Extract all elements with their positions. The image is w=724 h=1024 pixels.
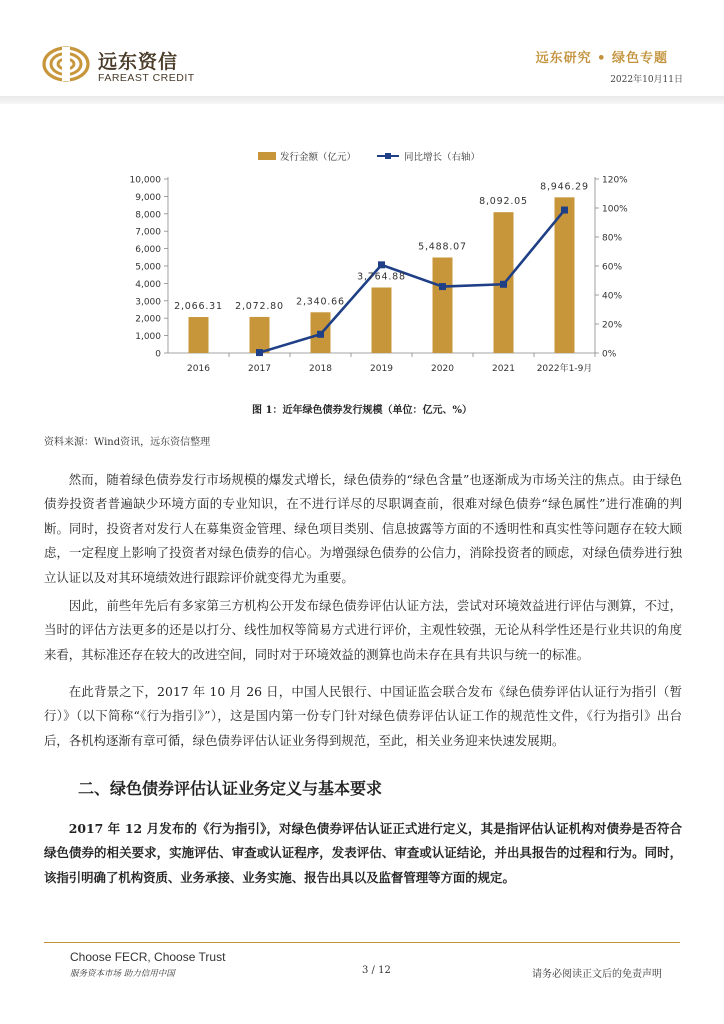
y-right-tick-label: 20% bbox=[602, 320, 623, 331]
y-left-tick-label: 7,000 bbox=[135, 227, 161, 238]
issuance-bar bbox=[189, 317, 209, 353]
x-tick-label: 2020 bbox=[431, 364, 454, 374]
y-right-tick-label: 40% bbox=[602, 291, 623, 302]
report-date: 2022年10月11日 bbox=[610, 75, 683, 85]
bar-value-label: 3,764.88 bbox=[357, 271, 406, 283]
header-divider bbox=[0, 96, 724, 104]
y-left-tick-label: 8,000 bbox=[135, 210, 161, 221]
y-left-tick-label: 6,000 bbox=[135, 245, 161, 256]
yoy-growth-point bbox=[561, 207, 568, 214]
legend-bar-label: 发行金额（亿元） bbox=[280, 152, 357, 163]
bar-value-label: 2,066.31 bbox=[174, 301, 223, 313]
yoy-growth-point bbox=[439, 283, 446, 290]
y-right-tick-label: 60% bbox=[602, 262, 623, 273]
paragraph-4: 2017 年 12 月发布的《行为指引》，对绿色债券评估认证正式进行定义，其是指评估认证机构对债券是否符合绿色债券的相关要求，实施评估、审查或认证程序，发表评估、审查或认证结论，并出具报告的过程和行为。同时，该指引明确了机构资质、业务承接、业务实施、报告出具以及监督管理等方面的规定。 bbox=[44, 821, 682, 885]
legend-line-label: 同比增长（右轴） bbox=[404, 152, 481, 163]
bar-value-label: 8,092.05 bbox=[479, 196, 528, 208]
section-heading: 二、绿色债券评估认证业务定义与基本要求 bbox=[78, 779, 383, 798]
y-right-tick-label: 120% bbox=[602, 175, 628, 186]
issuance-bar bbox=[555, 197, 575, 353]
yoy-growth-line bbox=[260, 210, 565, 353]
figure-caption: 图 1：近年绿色债券发行规模（单位：亿元、%） bbox=[252, 405, 472, 416]
y-left-tick-label: 0 bbox=[155, 349, 161, 360]
report-series-title: 远东研究 • 绿色专题 bbox=[535, 51, 668, 66]
y-left-tick-label: 9,000 bbox=[135, 192, 161, 203]
footer-divider bbox=[44, 942, 680, 943]
issuance-bar bbox=[433, 258, 453, 353]
bar-value-label: 8,946.29 bbox=[540, 181, 589, 193]
y-left-tick-label: 2,000 bbox=[135, 314, 161, 325]
paragraph-3: 在此背景之下，2017 年 10 月 26 日，中国人民银行、中国证监会联合发布《绿色债券评估认证行为指引（暂行）》（以下简称“《行为指引》”），这是国内第一份专门针对绿色债券评估认证工作的规范性文件，《行为指引》出台后，各机构逐渐有章可循，绿色债券评估认证业务得到规范，至此，相关业务迎来快速发展期。 bbox=[44, 684, 682, 748]
bar-value-label: 2,340.66 bbox=[296, 296, 345, 308]
data-source-note: 资料来源：Wind资讯，远东资信整理 bbox=[44, 437, 211, 448]
page-header bbox=[0, 0, 724, 100]
x-tick-label: 2022年1-9月 bbox=[536, 364, 593, 374]
logo-chinese-name: 远东资信 bbox=[98, 51, 179, 73]
y-left-tick-label: 10,000 bbox=[129, 175, 161, 186]
bar-value-label: 2,072.80 bbox=[235, 300, 284, 312]
yoy-growth-point bbox=[256, 349, 263, 356]
green-bond-issuance-chart bbox=[0, 140, 724, 390]
legend-line-marker bbox=[385, 153, 391, 159]
y-right-tick-label: 0% bbox=[602, 349, 617, 360]
yoy-growth-point bbox=[378, 261, 385, 268]
paragraph-2: 因此，前些年先后有多家第三方机构公开发布绿色债券评估认证方法，尝试对环境效益进行评估与测算，不过，当时的评估方法更多的还是以打分、线性加权等简易方式进行评价，主观性较强，无论从科学性还是行业共识的角度来看，其标准还存在较大的改进空间，同时对于环境效益的测算也尚未存在具有共识与统一的标准。 bbox=[44, 598, 682, 662]
footer-slogan-english: Choose FECR, Choose Trust bbox=[70, 950, 226, 964]
y-right-tick-label: 80% bbox=[602, 233, 623, 244]
x-tick-label: 2017 bbox=[248, 364, 271, 374]
issuance-bar bbox=[372, 287, 392, 353]
bar-value-label: 5,488.07 bbox=[418, 241, 467, 253]
issuance-bar bbox=[250, 317, 270, 353]
x-tick-label: 2019 bbox=[370, 364, 393, 374]
y-left-tick-label: 1,000 bbox=[135, 332, 161, 343]
yoy-growth-point bbox=[500, 281, 507, 288]
paragraph-1: 然而，随着绿色债券发行市场规模的爆发式增长，绿色债券的“绿色含量”也逐渐成为市场关注的焦点。由于绿色债券投资者普遍缺少环境方面的专业知识，在不进行详尽的尽职调查前，很难对绿色债券“绿色属性”进行准确的判断。同时，投资者对发行人在募集资金管理、绿色项目类别、信息披露等方面的不透明性和真实性等问题存在较大顾虑，一定程度上影响了投资者对绿色债券的信心。为增强绿色债券的公信力，消除投资者的顾虑，对绿色债券进行独立认证以及对其环境绩效进行跟踪评价就变得尤为重要。 bbox=[44, 472, 682, 585]
page-number: 3 / 12 bbox=[362, 965, 391, 976]
y-left-tick-label: 4,000 bbox=[135, 279, 161, 290]
y-left-tick-label: 3,000 bbox=[135, 297, 161, 308]
yoy-growth-point bbox=[317, 331, 324, 338]
legend-bar-swatch bbox=[258, 152, 276, 160]
logo-english-name: FAREAST CREDIT bbox=[98, 72, 195, 84]
x-tick-label: 2021 bbox=[492, 364, 515, 374]
fareast-logo-icon bbox=[42, 45, 90, 83]
x-tick-label: 2016 bbox=[187, 364, 210, 374]
footer-slogan-chinese: 服务资本市场 助力信用中国 bbox=[70, 969, 175, 979]
x-tick-label: 2018 bbox=[309, 364, 332, 374]
y-left-tick-label: 5,000 bbox=[135, 262, 161, 273]
y-right-tick-label: 100% bbox=[602, 204, 628, 215]
disclaimer-note: 请务必阅读正文后的免责声明 bbox=[532, 969, 662, 980]
